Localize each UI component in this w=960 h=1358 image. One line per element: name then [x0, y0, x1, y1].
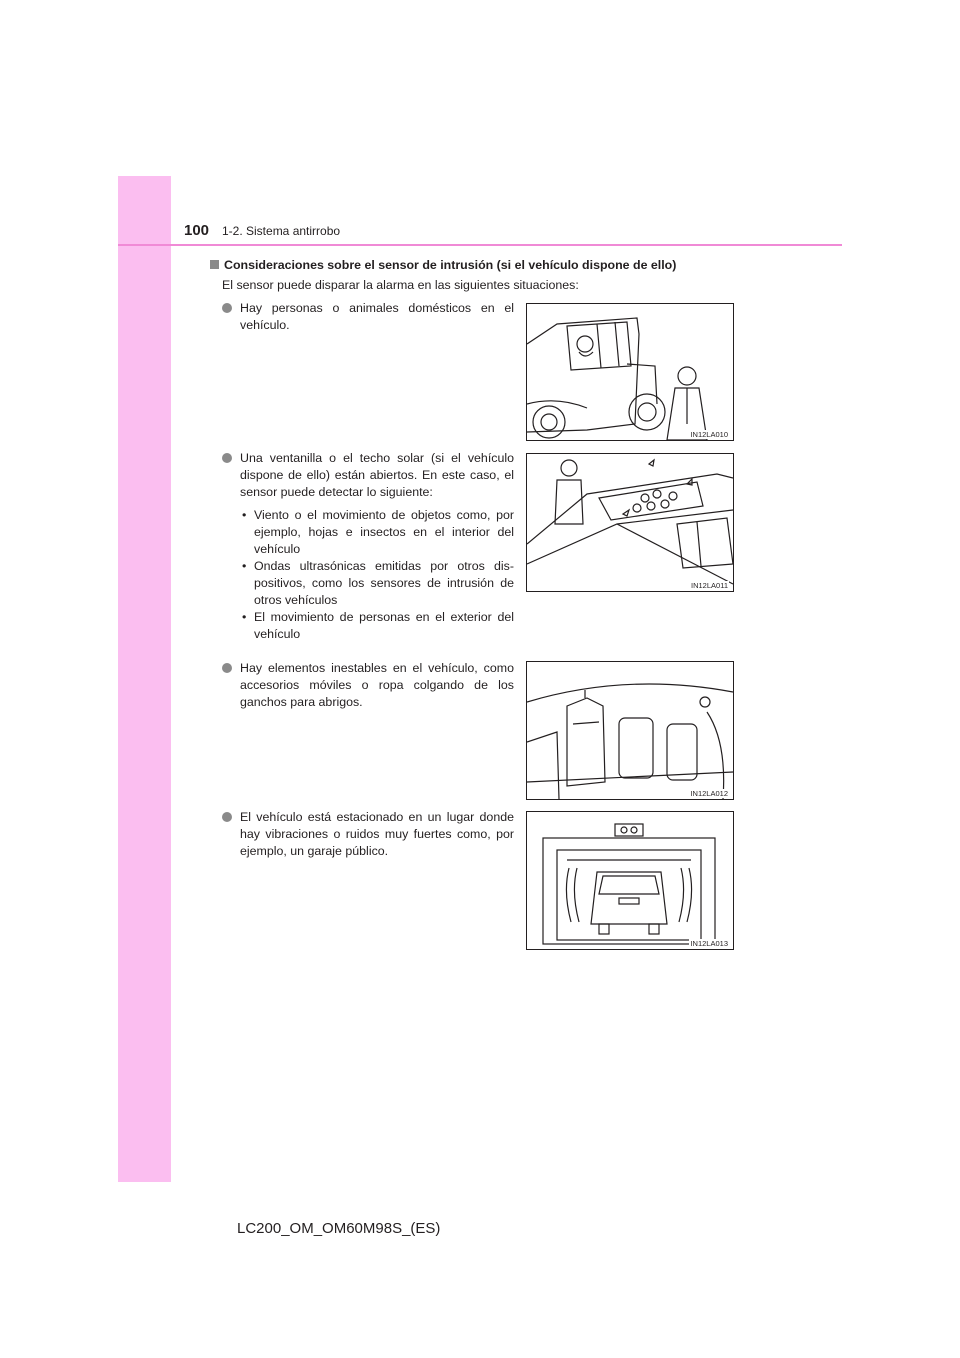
side-tab	[118, 176, 171, 1182]
page-number: 100	[184, 222, 210, 239]
bullet-text: Una ventanilla o el techo solar (si el vehículo dispone de ello) están abiertos. En este caso, el sensor puede detectar lo siguiente:	[240, 451, 514, 499]
subheading	[210, 258, 676, 272]
figure-code: IN12LA012	[690, 789, 728, 798]
bullet-dot-icon	[222, 663, 232, 673]
sub-list-item: • Ondas ultrasónicas emitidas por otros dis-positivos, como los sensores de intrusión de otros vehículos	[240, 558, 514, 609]
bullet-dot-icon	[222, 453, 232, 463]
bullet-text: Hay elementos inestables en el vehículo, como accesorios móviles o ropa colgando de los ganchos para abrigos.	[240, 661, 514, 709]
figure-open-sunroof	[526, 453, 734, 592]
bullet-text: El vehículo está estacionado en un lugar donde hay vibraciones o ruidos muy fuertes como, por ejemplo, un garaje público.	[240, 810, 514, 858]
figure-code: IN12LA011	[691, 581, 728, 590]
section-title: 1-2. Sistema antirrobo	[222, 224, 341, 238]
bullet-item	[222, 660, 514, 711]
bullet-dot-icon	[222, 812, 232, 822]
bullet-item	[222, 300, 514, 334]
bullet-item	[222, 809, 514, 860]
sub-list	[240, 507, 514, 643]
sub-list-item: • El movimiento de personas en el exterior del vehículo	[240, 609, 514, 643]
figure-code: IN12LA013	[690, 939, 728, 948]
footer-doc-code: LC200_OM_OM60M98S_(ES)	[237, 1220, 441, 1237]
figure-code: IN12LA010	[690, 430, 728, 439]
figure-people-in-vehicle	[526, 303, 734, 441]
header-rule	[118, 244, 842, 246]
bullet-text: Hay personas o animales domésticos en el vehículo.	[240, 301, 514, 332]
sub-list-item: • Viento o el movimiento de objetos como, por ejemplo, hojas e insectos en el interior del vehículo	[240, 507, 514, 558]
figure-car-wash	[526, 811, 734, 950]
subheading-text: Consideraciones sobre el sensor de intrusión (si el vehículo dispone de ello)	[224, 258, 677, 272]
bullet-dot-icon	[222, 303, 232, 313]
bullet-item	[222, 450, 514, 643]
intro-text: El sensor puede disparar la alarma en las siguientes situaciones:	[222, 278, 579, 292]
figure-hanging-clothes	[526, 661, 734, 800]
square-bullet-icon	[210, 260, 219, 269]
